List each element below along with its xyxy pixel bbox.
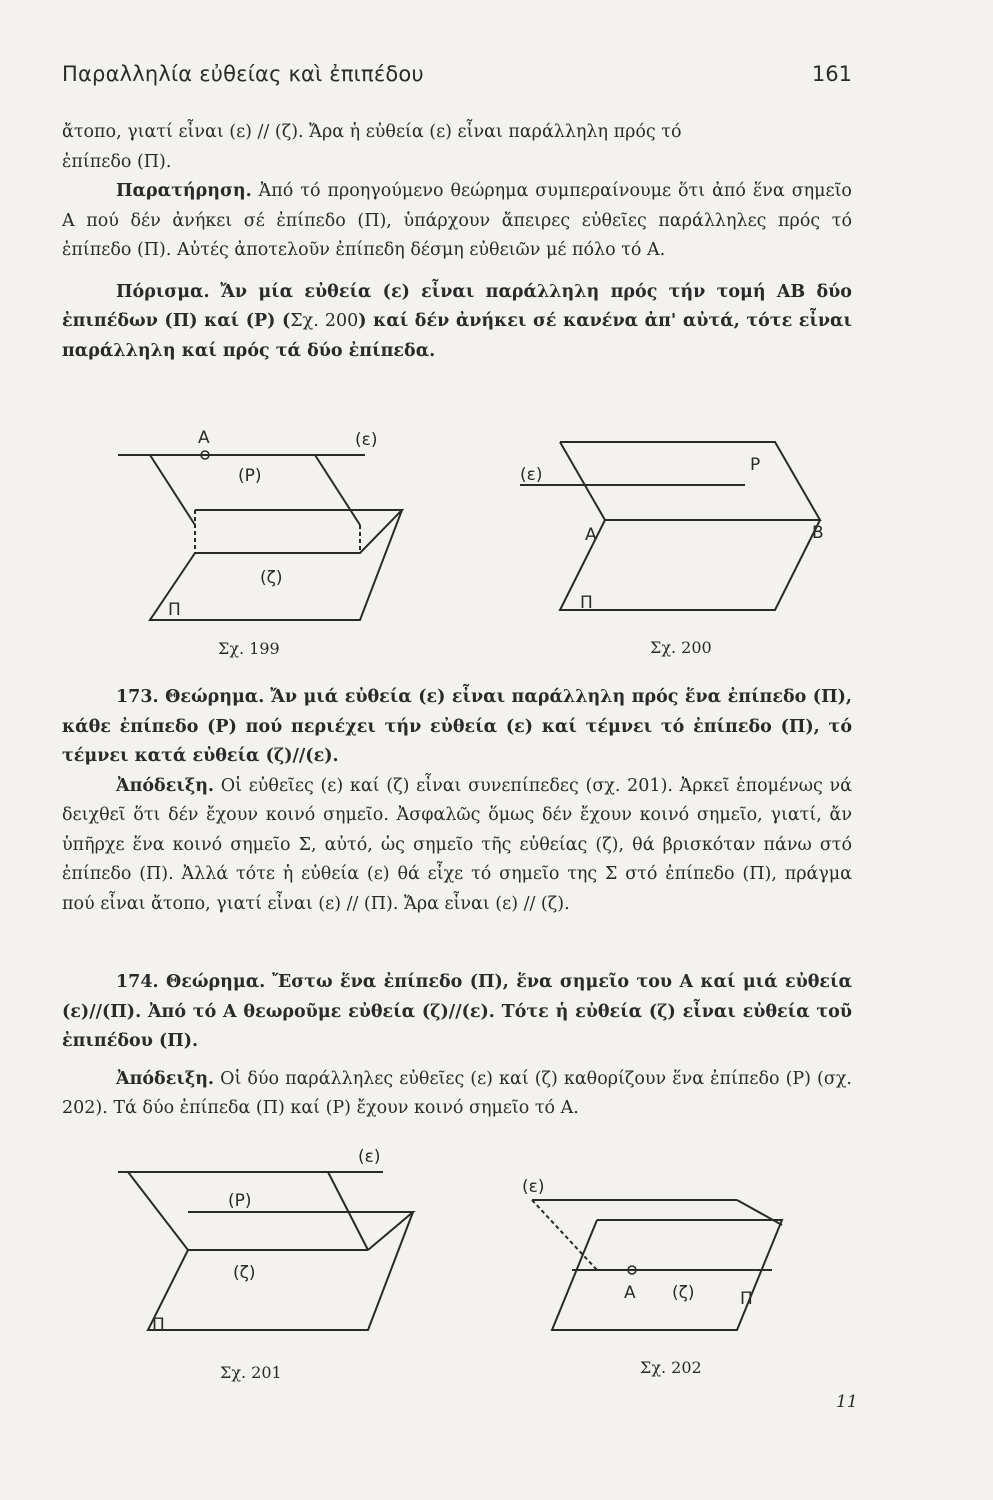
figure-201-drawing <box>108 1147 428 1350</box>
fig200-caption: Σχ. 200 <box>650 638 712 657</box>
theorem-173-title: 173. Θεώρημα. <box>116 687 265 707</box>
fig199-label-A: A <box>198 428 210 448</box>
para1-line2: ἐπίπεδο (Π). <box>62 151 172 172</box>
theorem-174-proof <box>62 1065 852 1124</box>
figure-200-drawing <box>520 440 840 635</box>
fig199-label-z: (ζ) <box>260 568 283 588</box>
remark-paragraph <box>62 177 852 266</box>
theorem-174-text: Ἔστω ἕνα ἐπίπεδο (Π), ἕνα σημεῖο του Α καί μιά εὐθεία (ε)//(Π). Ἀπό τό Α θεωροῦμε εὐθεία (ζ)//(ε). Τότε ἡ εὐθεία (ζ) εἶναι εὐθεία τοῦ ἐπιπέδου (Π). <box>62 972 852 1051</box>
printer-signature: 11 <box>836 1392 858 1412</box>
theorem-173-text: Ἄν μιά εὐθεία (ε) εἶναι παράλληλη πρός ἕνα ἐπίπεδο (Π), κάθε ἐπίπεδο (Ρ) πού περιέχει τήν εὐθεία (ε) καί τέμνει τό ἐπίπεδο (Π), τό τέμνει κατά εὐθεία (ζ)//(ε). <box>62 687 852 766</box>
figure-199-drawing <box>110 425 420 625</box>
fig200-label-P: P <box>750 455 761 475</box>
figure-201 <box>108 1147 428 1382</box>
theorem-174-statement <box>62 968 852 1057</box>
fig202-label-z: (ζ) <box>672 1283 695 1303</box>
fig202-label-A: A <box>624 1283 636 1303</box>
theorem-174 <box>62 968 852 1124</box>
fig202-label-Pi: Π <box>740 1289 753 1309</box>
corollary-text-a: Ἄν μία εὐθεία (ε) εἶναι παράλληλη πρός τήν τομή ΑΒ δύο ἐπιπέδων (Π) καί (Ρ) ( <box>62 281 852 331</box>
corollary-title: Πόρισμα. <box>116 281 210 302</box>
fig201-label-P: (P) <box>228 1191 252 1211</box>
fig200-label-e: (ε) <box>520 465 543 485</box>
theorem-173-proof <box>62 772 852 920</box>
fig199-label-Pi: Π <box>168 600 181 620</box>
theorem-173-statement <box>62 683 852 772</box>
fig201-label-Pi: Π <box>152 1315 165 1335</box>
theorem-173-proof-title: Ἀπόδειξη. <box>116 775 215 796</box>
figure-202 <box>512 1177 812 1377</box>
opening-text <box>62 118 852 366</box>
fig200-label-B: B <box>812 523 824 543</box>
theorem-173 <box>62 683 852 919</box>
corollary-paragraph <box>62 278 852 367</box>
fig199-label-e: (ε) <box>355 430 378 450</box>
remark-text: Ἀπό τό προηγούμενο θεώρημα συμπεραίνουμε ὅτι ἀπό ἕνα σημεῖο Α πού δέν ἀνήκει σέ ἐπίπεδο (Π), ὑπάρχουν ἄπειρες εὐθεῖες παράλληλες πρός τό ἐπίπεδο (Π). Αὐτές ἀποτελοῦν ἐπίπεδη δέσμη εὐθειῶν μέ πόλο τό Α. <box>62 181 852 260</box>
figure-202-drawing <box>512 1177 812 1360</box>
fig202-label-e: (ε) <box>522 1177 545 1197</box>
figure-200 <box>520 440 840 657</box>
corollary-ref: Σχ. 200 <box>290 311 359 331</box>
fig200-label-A: A <box>585 525 597 545</box>
theorem-174-title: 174. Θεώρημα. <box>116 972 266 992</box>
para1-line1: ἄτοπο, γιατί εἶναι (ε) // (ζ). Ἄρα ἡ εὐθεία (ε) εἶναι παράλληλη πρός τό <box>62 122 682 142</box>
fig201-caption: Σχ. 201 <box>220 1363 282 1382</box>
corollary-text-b: ) καί δέν ἀνήκει σέ κανένα ἀπ' αὐτά, τότε εἶναι παράλληλη καί πρός τά δύο ἐπίπεδα. <box>62 311 852 361</box>
theorem-174-proof-text: Οἱ δύο παράλληλες εὐθεῖες (ε) καί (ζ) καθορίζουν ἕνα ἐπίπεδο (Ρ) (σχ. 202). Τά δύο ἐπίπεδα (Π) καί (Ρ) ἔχουν κοινό σημεῖο τό Α. <box>62 1068 852 1118</box>
page-number: 161 <box>811 62 852 86</box>
fig201-label-z: (ζ) <box>233 1263 256 1283</box>
fig201-label-e: (ε) <box>358 1147 381 1167</box>
figure-199 <box>110 425 420 658</box>
remark-title: Παρατήρηση. <box>116 181 252 201</box>
fig199-label-P: (P) <box>238 466 262 486</box>
fig202-caption: Σχ. 202 <box>640 1358 702 1377</box>
theorem-174-proof-title: Ἀπόδειξη. <box>116 1068 215 1089</box>
fig200-label-Pi: Π <box>580 593 593 613</box>
running-title: Παραλληλία εὐθείας καὶ ἐπιπέδου <box>62 62 424 86</box>
theorem-173-proof-text: Οἱ εὐθεῖες (ε) καί (ζ) εἶναι συνεπίπεδες (σχ. 201). Ἀρκεῖ ἑπομένως νά δειχθεῖ ὅτι δέν ἔχουν κοινό σημεῖο. Ἀσφαλῶς ὅμως δέν ἔχουν κοινό σημεῖο, γιατί, ἄν ὑπῆρχε ἕνα κοινό σημεῖο Σ, αὐτό, ὡς σημεῖο τῆς εὐθείας (ζ), θά βρισκόταν πάνω στό ἐπίπεδο (Π). Ἀλλά τότε ἡ εὐθεία (ε) θά εἶχε τό σημεῖο της Σ στό ἐπίπεδο (Π), πράγμα πού εἶναι ἄτοπο, γιατί εἶναι (ε) // (Π). Ἄρα εἶναι (ε) // (ζ). <box>62 775 852 914</box>
fig199-caption: Σχ. 199 <box>218 639 280 658</box>
page-header <box>62 62 852 92</box>
